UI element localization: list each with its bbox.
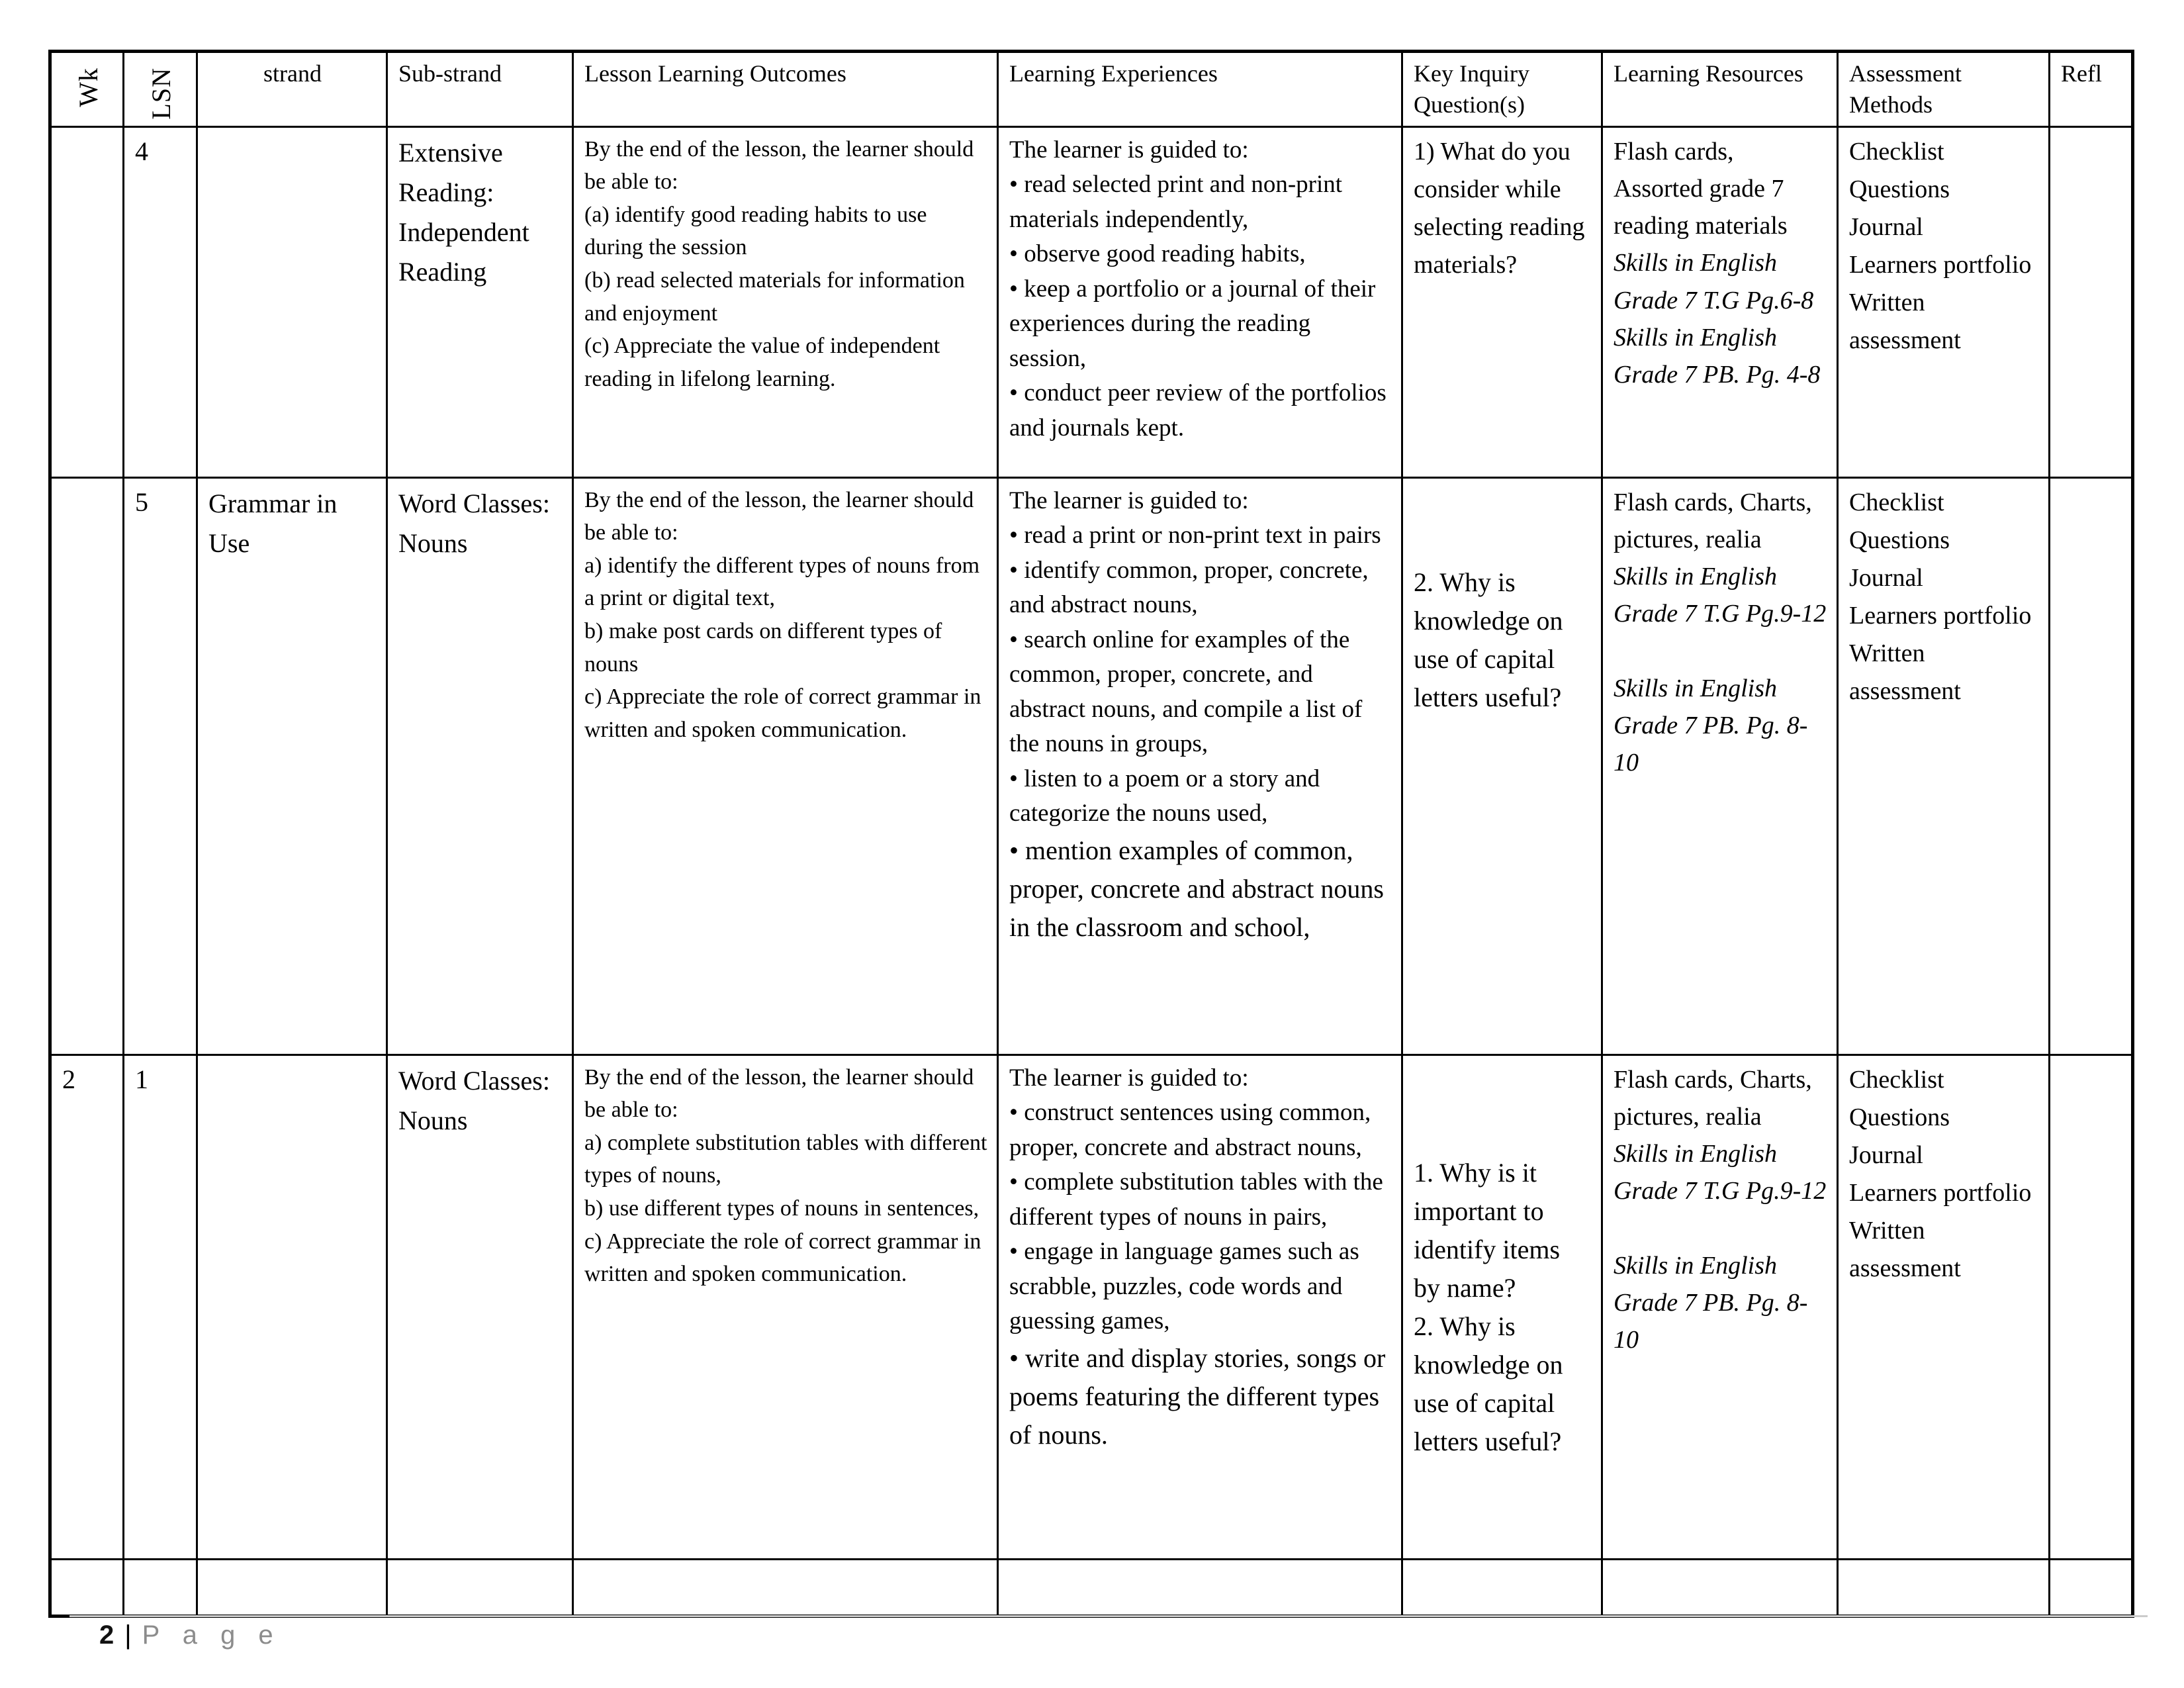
table-row-week-2-lesson-1 bbox=[50, 1055, 2133, 1559]
assessment-method: Written assessment bbox=[1849, 288, 1961, 354]
experience-line: The learner is guided to: bbox=[1009, 487, 1249, 514]
cell-refl bbox=[2050, 126, 2133, 477]
cell-substrand: Word Classes: Nouns bbox=[387, 1055, 573, 1559]
assessment-method: Learners portfolio bbox=[1849, 250, 2032, 279]
cell-outcomes bbox=[573, 477, 998, 1055]
resource-spacer bbox=[1614, 1210, 1827, 1247]
experience-bullet: • mention examples of common, proper, concrete and abstract nouns in the classroom and school, bbox=[1009, 835, 1384, 942]
experience-bullet: • read selected print and non-print materials independently, bbox=[1009, 171, 1343, 233]
cell-wk: 2 bbox=[50, 1055, 124, 1559]
cell-experiences bbox=[998, 1055, 1402, 1559]
cell-outcomes bbox=[573, 1055, 998, 1559]
resource-book-title: Skills in English Grade 7 PB. Pg. 8-10 bbox=[1614, 1251, 1808, 1354]
cell-wk bbox=[50, 126, 124, 477]
experience-bullet: • read a print or non-print text in pairs bbox=[1009, 522, 1381, 549]
header-substrand: Sub-strand bbox=[387, 52, 573, 127]
resource-line: Flash cards, Charts, pictures, realia bbox=[1614, 1065, 1812, 1131]
cell-key-inquiry bbox=[1402, 1055, 1602, 1559]
outcome-line: b) make post cards on different types of nouns bbox=[584, 619, 942, 677]
header-lsn-cell bbox=[124, 52, 197, 127]
assessment-method: Written assessment bbox=[1849, 639, 1961, 705]
resource-line: Flash cards, Assorted grade 7 reading materials bbox=[1614, 137, 1788, 240]
resource-book-title: Skills in English Grade 7 T.G Pg.9-12 bbox=[1614, 563, 1827, 628]
scheme-of-work-table bbox=[48, 50, 2134, 1618]
cell-outcomes bbox=[573, 126, 998, 477]
outcome-line: a) identify the different types of nouns from a print or digital text, bbox=[584, 553, 980, 611]
assessment-method: Written assessment bbox=[1849, 1216, 1961, 1282]
cell-wk bbox=[50, 477, 124, 1055]
inquiry-question: 2. Why is knowledge on use of capital letters useful? bbox=[1414, 567, 1563, 712]
header-wk-cell bbox=[50, 52, 124, 127]
header-assessment: Assessment Methods bbox=[1838, 52, 2050, 127]
header-wk-label: Wk bbox=[73, 68, 103, 107]
cell-substrand: Word Classes: Nouns bbox=[387, 477, 573, 1055]
experience-bullet: • complete substitution tables with the different types of nouns in pairs, bbox=[1009, 1168, 1383, 1231]
header-inquiry: Key Inquiry Question(s) bbox=[1402, 52, 1602, 127]
inquiry-question: 1) What do you consider while selecting reading materials? bbox=[1414, 137, 1585, 279]
assessment-method: Questions bbox=[1849, 175, 1950, 203]
experience-line: The learner is guided to: bbox=[1009, 1064, 1249, 1092]
assessment-method: Checklist bbox=[1849, 1065, 1944, 1094]
outcome-line: (b) read selected materials for information and enjoyment bbox=[584, 268, 965, 326]
cell-experiences bbox=[998, 126, 1402, 477]
inquiry-question: 1. Why is it important to identify items by name? bbox=[1414, 1157, 1561, 1303]
resource-book-title: Skills in English Grade 7 T.G Pg.6-8 bbox=[1614, 249, 1814, 314]
resource-book-title: Skills in English Grade 7 PB. Pg. 4-8 bbox=[1614, 323, 1821, 389]
cell-key-inquiry bbox=[1402, 126, 1602, 477]
resource-spacer bbox=[1614, 633, 1827, 670]
cell-resources bbox=[1602, 126, 1838, 477]
assessment-method: Journal bbox=[1849, 563, 1923, 592]
assessment-method: Journal bbox=[1849, 1141, 1923, 1169]
outcome-line: (c) Appreciate the value of independent reading in lifelong learning. bbox=[584, 334, 940, 391]
cell-assessment bbox=[1838, 1055, 2050, 1559]
experience-bullet: • write and display stories, songs or poems featuring the different types of nouns. bbox=[1009, 1342, 1386, 1450]
assessment-method: Checklist bbox=[1849, 137, 1944, 165]
resource-line: Flash cards, Charts, pictures, realia bbox=[1614, 488, 1812, 553]
header-refl: Refl bbox=[2050, 52, 2133, 127]
footer-separator: | bbox=[124, 1620, 132, 1650]
assessment-method: Checklist bbox=[1849, 488, 1944, 516]
cell-refl bbox=[2050, 477, 2133, 1055]
experience-bullet: • construct sentences using common, proper, concrete and abstract nouns, bbox=[1009, 1099, 1371, 1161]
page-number: 2 bbox=[99, 1620, 114, 1650]
header-lsn-label: LSN bbox=[146, 68, 176, 120]
resource-book-title: Skills in English Grade 7 PB. Pg. 8-10 bbox=[1614, 674, 1808, 776]
footer-page-label: P a g e bbox=[142, 1620, 281, 1650]
experience-bullet: • search online for examples of the common, proper, concrete, and abstract nouns, and compile a list of the nouns in groups, bbox=[1009, 626, 1363, 758]
cell-substrand: Extensive Reading: Independent Reading bbox=[387, 126, 573, 477]
header-strand: strand bbox=[197, 52, 387, 127]
assessment-method: Questions bbox=[1849, 526, 1950, 554]
cell-assessment bbox=[1838, 126, 2050, 477]
assessment-method: Journal bbox=[1849, 212, 1923, 241]
cell-strand: Grammar in Use bbox=[197, 477, 387, 1055]
header-row bbox=[50, 52, 2133, 127]
page-footer bbox=[99, 1620, 281, 1650]
cell-empty bbox=[998, 1559, 1402, 1616]
outcome-line: By the end of the lesson, the learner should be able to: bbox=[584, 487, 974, 545]
outcome-line: By the end of the lesson, the learner should be able to: bbox=[584, 136, 974, 195]
cell-key-inquiry bbox=[1402, 477, 1602, 1055]
inquiry-question: 2. Why is knowledge on use of capital letters useful? bbox=[1414, 1311, 1563, 1456]
cell-empty bbox=[2050, 1559, 2133, 1616]
assessment-method: Learners portfolio bbox=[1849, 601, 2032, 630]
cell-refl bbox=[2050, 1055, 2133, 1559]
cell-empty bbox=[124, 1559, 197, 1616]
assessment-method: Questions bbox=[1849, 1103, 1950, 1131]
outcome-line: (a) identify good reading habits to use during the session bbox=[584, 202, 927, 260]
cell-empty bbox=[573, 1559, 998, 1616]
assessment-method: Learners portfolio bbox=[1849, 1178, 2032, 1207]
cell-resources bbox=[1602, 477, 1838, 1055]
outcome-line: c) Appreciate the role of correct grammar in written and spoken communication. bbox=[584, 684, 981, 742]
experience-bullet: • engage in language games such as scrabble, puzzles, code words and guessing games, bbox=[1009, 1238, 1359, 1335]
resource-book-title: Skills in English Grade 7 T.G Pg.9-12 bbox=[1614, 1140, 1827, 1205]
cell-resources bbox=[1602, 1055, 1838, 1559]
outcome-line: By the end of the lesson, the learner should be able to: bbox=[584, 1064, 974, 1123]
experience-bullet: • observe good reading habits, bbox=[1009, 240, 1306, 268]
table-row-empty bbox=[50, 1559, 2133, 1616]
outcome-line: a) complete substitution tables with different types of nouns, bbox=[584, 1130, 987, 1188]
cell-empty bbox=[1402, 1559, 1602, 1616]
header-experiences: Learning Experiences bbox=[998, 52, 1402, 127]
footer-divider bbox=[69, 1615, 2148, 1617]
cell-strand bbox=[197, 1055, 387, 1559]
experience-line: The learner is guided to: bbox=[1009, 136, 1249, 164]
cell-empty bbox=[197, 1559, 387, 1616]
table-row-lesson-4 bbox=[50, 126, 2133, 477]
experience-bullet: • identify common, proper, concrete, and abstract nouns, bbox=[1009, 556, 1369, 619]
experience-bullet: • conduct peer review of the portfolios and journals kept. bbox=[1009, 379, 1387, 442]
cell-empty bbox=[1602, 1559, 1838, 1616]
experience-bullet: • listen to a poem or a story and categorize the nouns used, bbox=[1009, 765, 1320, 827]
cell-empty bbox=[1838, 1559, 2050, 1616]
cell-lsn: 4 bbox=[124, 126, 197, 477]
table-row-lesson-5 bbox=[50, 477, 2133, 1055]
outcome-line: c) Appreciate the role of correct grammar in written and spoken communication. bbox=[584, 1229, 981, 1287]
cell-assessment bbox=[1838, 477, 2050, 1055]
header-outcomes: Lesson Learning Outcomes bbox=[573, 52, 998, 127]
cell-lsn: 5 bbox=[124, 477, 197, 1055]
cell-lsn: 1 bbox=[124, 1055, 197, 1559]
experience-bullet: • keep a portfolio or a journal of their experiences during the reading session, bbox=[1009, 275, 1376, 372]
outcome-line: b) use different types of nouns in sentences, bbox=[584, 1196, 979, 1221]
cell-strand bbox=[197, 126, 387, 477]
header-resources: Learning Resources bbox=[1602, 52, 1838, 127]
cell-experiences bbox=[998, 477, 1402, 1055]
cell-empty bbox=[387, 1559, 573, 1616]
cell-empty bbox=[50, 1559, 124, 1616]
